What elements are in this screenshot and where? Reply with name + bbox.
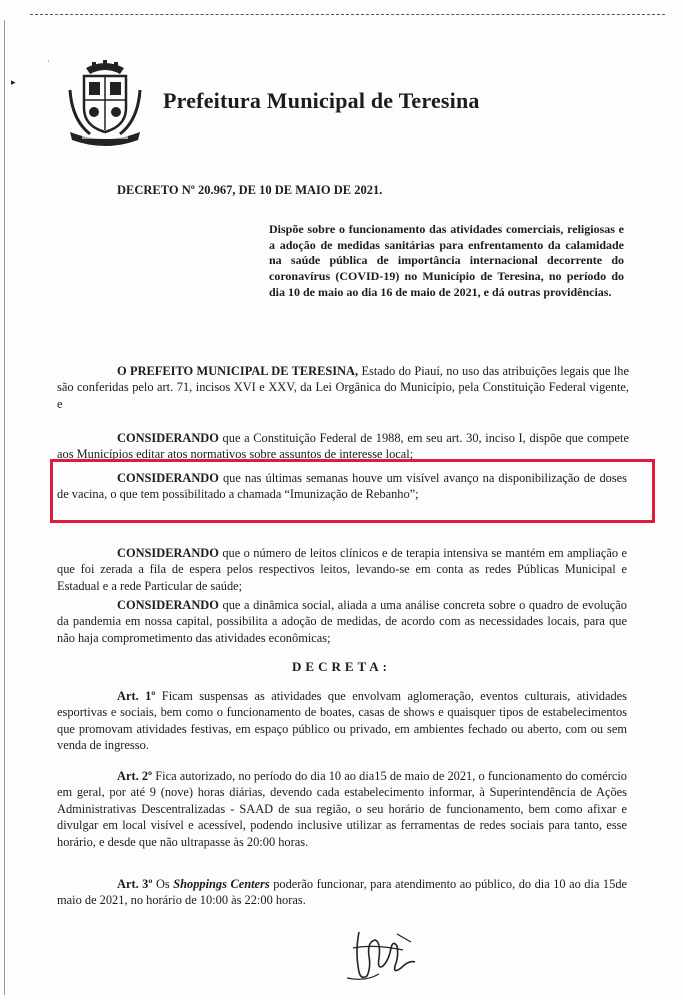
- considerando-paragraph-1: [57, 430, 629, 463]
- considerando-text: que nas últimas semanas houve um visível avanço na disponibilização de doses de vacina, o que tem possibilitado a chamada “Imunização de Rebanho”;: [57, 471, 627, 502]
- article-2: [57, 768, 627, 850]
- decree-summary: Dispõe sobre o funcionamento das atividades comerciais, religiosas e a adoção de medidas sanitárias para enfrentamento da calamidade na saúde pública de importância internacional decorrente do coronavírus (COVID-19) no Município de Teresina, no período do dia 10 de maio ao dia 16 de maio de 2021, e dá outras providências.: [269, 222, 624, 299]
- considerando-paragraph-3: [57, 545, 627, 594]
- considerando-paragraph-4: [57, 597, 627, 646]
- considerando-lead: CONSIDERANDO: [117, 546, 219, 560]
- top-scan-edge: [30, 14, 665, 15]
- article-lead: Art. 1º: [117, 689, 156, 703]
- article-1: [57, 688, 627, 754]
- left-scan-edge: [4, 20, 5, 995]
- article-text: poderão funcionar, para atendimento ao público, do dia 10 ao dia 15de maio de 2021, no horário de 10:00 às 22:00 horas.: [57, 877, 628, 908]
- article-lead: Art. 2º: [117, 769, 153, 783]
- scan-mark: ▸: [11, 77, 16, 87]
- decree-number: DECRETO Nº 20.967, DE 10 DE MAIO DE 2021.: [117, 183, 383, 197]
- page-title: Prefeitura Municipal de Teresina: [163, 88, 480, 113]
- considerando-lead: CONSIDERANDO: [117, 598, 219, 612]
- article-text: Fica autorizado, no período do dia 10 ao dia15 de maio de 2021, o funcionamento do comércio em geral, por até 9 (nove) horas diárias, devendo cada estabelecimento informar, à Superintendência de Ações Administrativas Descentralizadas - SAAD de sua região, o seu horário de funcionamento, bem como afixar e divulgar em local visível e acessível, podendo inclusive utilizar as ferramentas de redes sociais para tanto, esse horário, e desde que não ultrapasse às 20:00 horas.: [57, 769, 627, 849]
- considerando-lead: CONSIDERANDO: [117, 431, 219, 445]
- crest-icon: [66, 60, 144, 150]
- scan-mark-dot: ·: [47, 57, 50, 66]
- considerando-text: que o número de leitos clínicos e de terapia intensiva se mantém em ampliação e que foi zerada a fila de espera pelos respectivos leitos, levando-se em conta as redes Públicas Municipal e Estadual e a rede Particular de saúde;: [57, 546, 627, 593]
- article-3: [57, 876, 627, 909]
- considerando-paragraph-2: [57, 470, 627, 503]
- preamble-lead: O PREFEITO MUNICIPAL DE TERESINA,: [117, 364, 359, 378]
- preamble-paragraph: [57, 363, 629, 412]
- considerando-text: que a Constituição Federal de 1988, em seu art. 30, inciso I, dispõe que compete aos Municípios editar atos normativos sobre assuntos de interesse local;: [57, 431, 629, 462]
- article-pre: Os: [152, 877, 174, 891]
- preamble-text: Estado do Piauí, no uso das atribuições legais que lhe são conferidas pelo art. 71, incisos XVI e XXV, da Lei Orgânica do Município, pela Constituição Federal vigente, e: [57, 364, 629, 411]
- article-emphasis: Shoppings Centers: [173, 877, 270, 891]
- signature-icon: [345, 922, 430, 984]
- article-text: Ficam suspensas as atividades que envolvam aglomeração, eventos culturais, atividades esportivas e sociais, bem como o funcionamento de boates, casas de shows e quaisquer tipos de estabelecimentos que promovam atividades festivas, em espaço público ou privado, em ambientes fechado ou aberto, com ou sem venda de ingresso.: [57, 689, 627, 753]
- decreta-heading: DECRETA:: [292, 659, 391, 674]
- considerando-text: que a dinâmica social, aliada a uma análise concreta sobre o quadro de evolução da pandemia em nossa capital, possibilita a adoção de medidas, de acordo com as necessidades locais, para que não haja comprometimento das atividades econômicas;: [57, 598, 627, 645]
- article-lead: Art. 3º: [117, 877, 153, 891]
- considerando-lead: CONSIDERANDO: [117, 471, 219, 485]
